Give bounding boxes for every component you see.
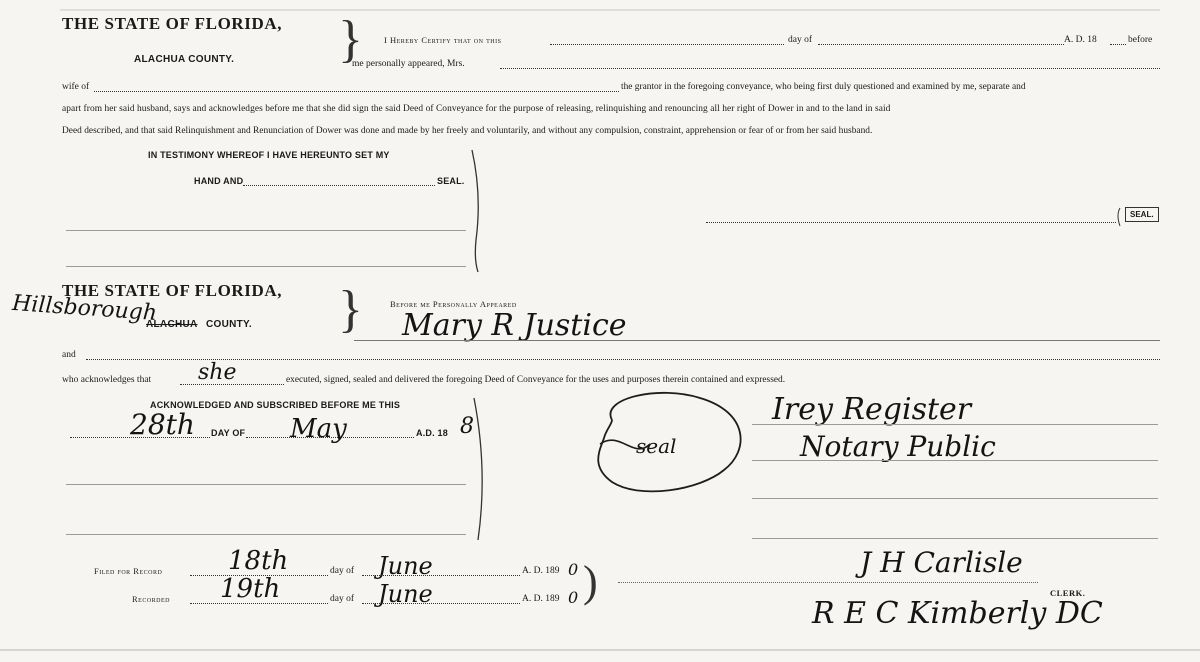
who-ack-label: who acknowledges that bbox=[62, 375, 152, 385]
before-label: before bbox=[1128, 35, 1153, 45]
appeared-label: me personally appeared, Mrs. bbox=[352, 59, 465, 69]
county-handwritten: Hillsborough bbox=[11, 290, 158, 327]
filed-year-value: 0 bbox=[568, 560, 579, 579]
body-line-2: apart from her said husband, says and acknowledges before me that she did sign the said Deed of Conveyance for the purpose of releasing, relinquishing and renouncing all her right of Dower in and to the land in said bbox=[62, 104, 891, 114]
seal-stamp-text: seal bbox=[636, 434, 677, 458]
executed-text: executed, signed, sealed and delivered the foregoing Deed of Conveyance for the uses and purposes therein contained and expressed. bbox=[286, 375, 786, 385]
recorded-ad: A. D. 189 bbox=[522, 594, 560, 604]
state-heading-1: THE STATE OF FLORIDA, bbox=[62, 14, 283, 33]
pronoun-value: she bbox=[198, 360, 237, 385]
deputy-signature: R E C Kimberly DC bbox=[812, 596, 1103, 631]
testimony-heading: IN TESTIMONY WHEREOF I HAVE HEREUNTO SET MY bbox=[148, 150, 390, 160]
record-brace: ) bbox=[583, 557, 598, 606]
ad-label-1: A. D. 18 bbox=[1064, 35, 1097, 45]
recorded-year-value: 0 bbox=[568, 588, 579, 607]
day-of-label-1: day of bbox=[788, 35, 813, 45]
seal-dot-label: SEAL. bbox=[437, 176, 465, 186]
clerk-signature: J H Carlisle bbox=[860, 546, 1023, 579]
body-line-1: the grantor in the foregoing conveyance, who being first duly questioned and examined by me, separate and bbox=[621, 82, 1026, 92]
ack-day-of: DAY OF bbox=[211, 428, 246, 438]
recorded-label: Recorded bbox=[132, 594, 171, 604]
state-heading-2: THE STATE OF FLORIDA, bbox=[62, 281, 283, 300]
ack-bracket bbox=[474, 398, 482, 540]
testimony-bracket bbox=[472, 150, 478, 272]
county-1: ALACHUA COUNTY. bbox=[134, 54, 235, 65]
filed-label: Filed for Record bbox=[94, 566, 163, 576]
brace-2: } bbox=[338, 281, 363, 338]
filed-ad: A. D. 189 bbox=[522, 566, 560, 576]
notary-name: Irey Register bbox=[772, 392, 972, 427]
filed-month-value: June bbox=[378, 552, 433, 580]
ack-month-value: May bbox=[290, 414, 347, 444]
filed-day-of: day of bbox=[330, 566, 355, 576]
filed-day-value: 18th bbox=[228, 546, 289, 576]
wife-of-label: wife of bbox=[62, 82, 90, 92]
notary-title: Notary Public bbox=[800, 430, 996, 463]
ack-ad-label: A.D. 18 bbox=[416, 428, 448, 438]
before-me-label: Before me Personally Appeared bbox=[390, 299, 517, 309]
ack-day-value: 28th bbox=[130, 408, 195, 441]
and-label: and bbox=[62, 350, 76, 360]
brace-1: } bbox=[338, 11, 363, 68]
recorded-day-value: 19th bbox=[220, 574, 281, 604]
seal-box-1: SEAL. bbox=[1125, 207, 1159, 222]
ack-year-value: 8 bbox=[460, 414, 474, 439]
seal-loop bbox=[600, 440, 650, 449]
hand-and-label: HAND AND bbox=[194, 176, 244, 186]
appeared-name: Mary R Justice bbox=[402, 308, 627, 343]
body-line-3: Deed described, and that said Relinquishment and Renunciation of Dower was done and made by her freely and voluntarily, and without any compulsion, constraint, apprehension or fear of or from her said husband. bbox=[62, 126, 873, 136]
clerk-label: CLERK. bbox=[1050, 588, 1086, 598]
certify-text: I Hereby Certify that on this bbox=[384, 35, 502, 45]
recorded-day-of: day of bbox=[330, 594, 355, 604]
county-struck: ALACHUA bbox=[146, 319, 198, 330]
county-2: COUNTY. bbox=[206, 319, 252, 330]
seal-bracket-left bbox=[1118, 208, 1120, 226]
recorded-month-value: June bbox=[378, 580, 433, 608]
ack-heading: ACKNOWLEDGED AND SUBSCRIBED BEFORE ME THIS bbox=[150, 400, 401, 410]
